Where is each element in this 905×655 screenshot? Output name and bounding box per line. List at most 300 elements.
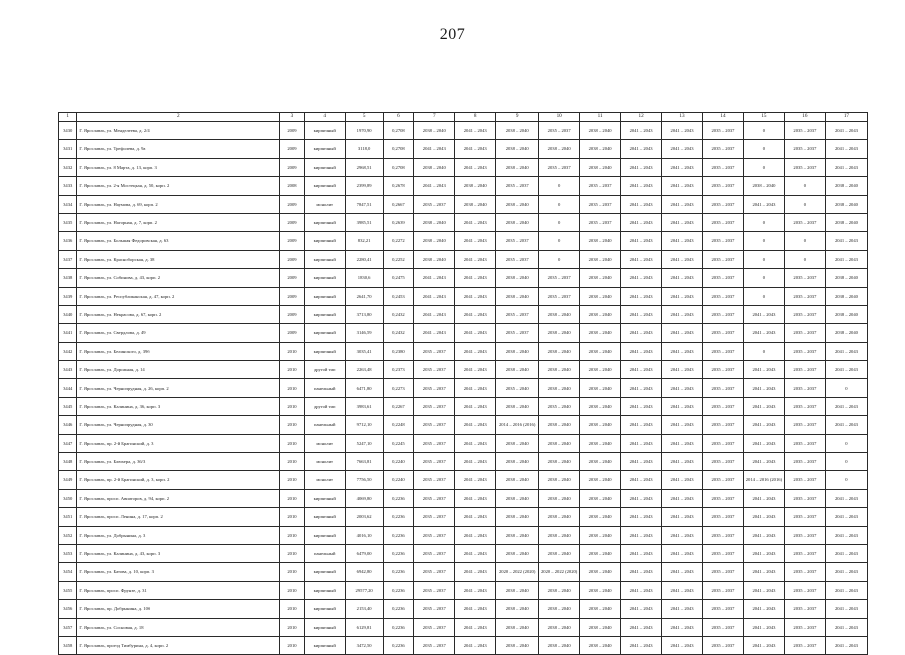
cell-period-col-8: 2041 – 2043 [455, 342, 496, 360]
cell-period-col-9: 2038 – 2040 [496, 434, 539, 452]
cell-period-col-16: 2035 – 2037 [784, 122, 825, 140]
cell-address: Г. Ярославль, ул. Наумова, д. 69, корп. 2 [77, 195, 280, 213]
cell-period-col-14: 2035 – 2037 [703, 213, 744, 231]
column-header-9: 9 [496, 113, 539, 122]
cell-period-col-15: 2041 – 2043 [743, 324, 784, 342]
cell-period-col-8: 2038 – 2040 [455, 177, 496, 195]
cell-year-built: 2009 [280, 213, 305, 231]
column-header-16: 16 [784, 113, 825, 122]
column-header-5: 5 [345, 113, 383, 122]
cell-period-col-16: 2035 – 2037 [784, 287, 825, 305]
cell-period-col-13: 2041 – 2043 [662, 379, 703, 397]
cell-period-col-9: 2038 – 2040 [496, 397, 539, 415]
cell-address: Г. Ярославль, ул. Сосновая, д. 18 [77, 618, 280, 636]
cell-period-col-12: 2041 – 2043 [621, 195, 662, 213]
cell-period-col-10: 2038 – 2040 [539, 581, 580, 599]
cell-period-col-12: 2041 – 2043 [621, 434, 662, 452]
cell-period-col-12: 2041 – 2043 [621, 526, 662, 544]
cell-rate: 0,2667 [383, 195, 414, 213]
cell-period-col-11: 2038 – 2040 [580, 250, 621, 268]
cell-total-area: 3472,50 [345, 636, 383, 654]
cell-rate: 0,2236 [383, 526, 414, 544]
cell-rate: 0,2380 [383, 342, 414, 360]
cell-row-number: 3441 [59, 324, 77, 342]
cell-year-built: 2010 [280, 434, 305, 452]
cell-period-col-10: 2038 – 2040 [539, 636, 580, 654]
cell-address: Г. Ярославль, ул. Батова, д. 10, корп. 3 [77, 563, 280, 581]
cell-period-col-15: 2041 – 2043 [743, 563, 784, 581]
cell-wall-material: кирпичный [304, 324, 345, 342]
cell-row-number: 3452 [59, 526, 77, 544]
cell-period-col-17: 0 [825, 471, 867, 489]
cell-period-col-16: 2035 – 2037 [784, 581, 825, 599]
cell-period-col-14: 2035 – 2037 [703, 489, 744, 507]
cell-year-built: 2010 [280, 618, 305, 636]
cell-period-col-16: 2035 – 2037 [784, 416, 825, 434]
cell-total-area: 2280,41 [345, 250, 383, 268]
cell-period-col-9: 2038 – 2040 [496, 140, 539, 158]
cell-wall-material: другой тип [304, 361, 345, 379]
cell-wall-material: кирпичный [304, 213, 345, 231]
cell-period-col-15: 2041 – 2043 [743, 453, 784, 471]
cell-period-col-7: 2035 – 2037 [414, 618, 455, 636]
cell-year-built: 2010 [280, 342, 305, 360]
table-row [59, 508, 868, 526]
cell-period-col-15: 2041 – 2043 [743, 434, 784, 452]
cell-period-col-16: 2035 – 2037 [784, 526, 825, 544]
cell-period-col-8: 2041 – 2043 [455, 140, 496, 158]
cell-period-col-13: 2041 – 2043 [662, 471, 703, 489]
cell-period-col-7: 2038 – 2040 [414, 158, 455, 176]
cell-period-col-12: 2041 – 2043 [621, 361, 662, 379]
cell-period-col-8: 2041 – 2043 [455, 618, 496, 636]
cell-total-area: 3118,0 [345, 140, 383, 158]
cell-period-col-17: 2041 – 2043 [825, 140, 867, 158]
cell-period-col-7: 2038 – 2040 [414, 122, 455, 140]
cell-period-col-8: 2041 – 2043 [455, 122, 496, 140]
cell-period-col-9: 2038 – 2040 [496, 508, 539, 526]
cell-total-area: 6471,80 [345, 379, 383, 397]
cell-period-col-14: 2035 – 2037 [703, 379, 744, 397]
cell-period-col-10: 0 [539, 177, 580, 195]
cell-row-number: 3449 [59, 471, 77, 489]
cell-period-col-17: 2041 – 2043 [825, 544, 867, 562]
cell-rate: 0,2236 [383, 618, 414, 636]
cell-period-col-15: 2041 – 2043 [743, 305, 784, 323]
cell-period-col-9: 2038 – 2040 [496, 581, 539, 599]
cell-wall-material: кирпичный [304, 342, 345, 360]
cell-period-col-11: 2038 – 2040 [580, 232, 621, 250]
cell-period-col-15: 0 [743, 213, 784, 231]
cell-period-col-8: 2041 – 2043 [455, 324, 496, 342]
cell-year-built: 2009 [280, 140, 305, 158]
cell-wall-material: кирпичный [304, 250, 345, 268]
cell-year-built: 2010 [280, 526, 305, 544]
cell-period-col-11: 2038 – 2040 [580, 453, 621, 471]
cell-period-col-9: 2038 – 2040 [496, 636, 539, 654]
table-row [59, 471, 868, 489]
cell-period-col-10: 2035 – 2040 [539, 397, 580, 415]
cell-address: Г. Ярославль, ул. Нагорная, д. 7, корп. 2 [77, 213, 280, 231]
cell-year-built: 2009 [280, 287, 305, 305]
cell-address: Г. Ярославль, ул. Чернопрудная, д. 30 [77, 416, 280, 434]
cell-total-area: 2153,40 [345, 600, 383, 618]
cell-period-col-12: 2041 – 2043 [621, 269, 662, 287]
cell-period-col-13: 2041 – 2043 [662, 324, 703, 342]
cell-period-col-13: 2041 – 2043 [662, 232, 703, 250]
cell-row-number: 3453 [59, 544, 77, 562]
cell-total-area: 2263,48 [345, 361, 383, 379]
cell-period-col-9: 2038 – 2040 [496, 544, 539, 562]
cell-period-col-14: 2035 – 2037 [703, 471, 744, 489]
cell-rate: 0,2236 [383, 600, 414, 618]
cell-period-col-12: 2041 – 2043 [621, 324, 662, 342]
cell-total-area: 4069,80 [345, 489, 383, 507]
column-header-3: 3 [280, 113, 305, 122]
cell-period-col-17: 2038 – 2040 [825, 269, 867, 287]
cell-period-col-13: 2041 – 2043 [662, 361, 703, 379]
cell-period-col-13: 2041 – 2043 [662, 213, 703, 231]
cell-address: Г. Ярославль, ул. Калинина, д. 43, корп. 3 [77, 544, 280, 562]
cell-period-col-10: 2020 – 2022 (2020) [539, 563, 580, 581]
cell-period-col-12: 2041 – 2043 [621, 453, 662, 471]
cell-period-col-16: 2035 – 2037 [784, 471, 825, 489]
cell-period-col-7: 2041 – 2043 [414, 269, 455, 287]
cell-period-col-11: 2035 – 2037 [580, 195, 621, 213]
cell-period-col-9: 2035 – 2037 [496, 324, 539, 342]
cell-year-built: 2010 [280, 453, 305, 471]
cell-period-col-11: 2038 – 2040 [580, 158, 621, 176]
cell-year-built: 2010 [280, 600, 305, 618]
cell-rate: 0,2432 [383, 305, 414, 323]
table-header-row [59, 113, 868, 122]
cell-total-area: 4016,10 [345, 526, 383, 544]
cell-rate: 0,2272 [383, 232, 414, 250]
cell-period-col-17: 2041 – 2043 [825, 250, 867, 268]
cell-total-area: 2003,62 [345, 508, 383, 526]
cell-total-area: 1970,90 [345, 122, 383, 140]
cell-period-col-16: 2035 – 2037 [784, 158, 825, 176]
column-header-14: 14 [703, 113, 744, 122]
cell-period-col-15: 0 [743, 287, 784, 305]
cell-period-col-11: 2035 – 2037 [580, 177, 621, 195]
cell-period-col-13: 2041 – 2043 [662, 526, 703, 544]
cell-period-col-13: 2041 – 2043 [662, 636, 703, 654]
cell-period-col-12: 2041 – 2043 [621, 305, 662, 323]
cell-wall-material: монолит [304, 471, 345, 489]
cell-year-built: 2010 [280, 581, 305, 599]
cell-row-number: 3431 [59, 140, 77, 158]
cell-row-number: 3435 [59, 213, 77, 231]
cell-period-col-7: 2041 – 2043 [414, 324, 455, 342]
cell-total-area: 29577,20 [345, 581, 383, 599]
cell-period-col-9: 2035 – 2040 [496, 379, 539, 397]
cell-period-col-10: 2038 – 2040 [539, 526, 580, 544]
cell-period-col-16: 2035 – 2037 [784, 508, 825, 526]
cell-period-col-17: 2038 – 2040 [825, 305, 867, 323]
cell-row-number: 3442 [59, 342, 77, 360]
column-header-4: 4 [304, 113, 345, 122]
cell-period-col-16: 2035 – 2037 [784, 361, 825, 379]
cell-period-col-14: 2035 – 2037 [703, 453, 744, 471]
cell-period-col-17: 2038 – 2040 [825, 177, 867, 195]
cell-period-col-12: 2041 – 2043 [621, 416, 662, 434]
cell-period-col-15: 2041 – 2043 [743, 581, 784, 599]
cell-wall-material: кирпичный [304, 177, 345, 195]
cell-total-area: 7756,50 [345, 471, 383, 489]
cell-period-col-13: 2041 – 2043 [662, 563, 703, 581]
cell-wall-material: монолит [304, 453, 345, 471]
cell-row-number: 3456 [59, 600, 77, 618]
cell-year-built: 2009 [280, 324, 305, 342]
cell-period-col-14: 2035 – 2037 [703, 122, 744, 140]
cell-period-col-12: 2041 – 2043 [621, 508, 662, 526]
cell-row-number: 3443 [59, 361, 77, 379]
cell-period-col-11: 2038 – 2040 [580, 636, 621, 654]
table-row [59, 544, 868, 562]
table-row [59, 324, 868, 342]
cell-address: Г. Ярославль, проезд Тимбурина, д. 4, корп. 2 [77, 636, 280, 654]
cell-period-col-12: 2041 – 2043 [621, 250, 662, 268]
cell-period-col-17: 2041 – 2043 [825, 158, 867, 176]
cell-period-col-12: 2041 – 2043 [621, 379, 662, 397]
cell-period-col-11: 2038 – 2040 [580, 122, 621, 140]
cell-wall-material: кирпичный [304, 489, 345, 507]
cell-period-col-13: 2041 – 2043 [662, 581, 703, 599]
cell-total-area: 6129,81 [345, 618, 383, 636]
table-row [59, 195, 868, 213]
cell-period-col-17: 0 [825, 453, 867, 471]
cell-wall-material: кирпичный [304, 581, 345, 599]
cell-period-col-11: 2038 – 2040 [580, 324, 621, 342]
cell-address: Г. Ярославль, пр. 2-й Брагинский, д. 3 [77, 434, 280, 452]
cell-row-number: 3430 [59, 122, 77, 140]
column-header-12: 12 [621, 113, 662, 122]
cell-period-col-8: 2041 – 2043 [455, 416, 496, 434]
cell-year-built: 2010 [280, 508, 305, 526]
cell-period-col-7: 2041 – 2043 [414, 140, 455, 158]
cell-period-col-16: 2035 – 2037 [784, 544, 825, 562]
cell-period-col-9: 2038 – 2040 [496, 287, 539, 305]
cell-wall-material: другой тип [304, 397, 345, 415]
cell-period-col-9: 2038 – 2040 [496, 122, 539, 140]
cell-period-col-16: 2035 – 2037 [784, 453, 825, 471]
cell-period-col-14: 2035 – 2037 [703, 600, 744, 618]
table-row [59, 213, 868, 231]
cell-row-number: 3454 [59, 563, 77, 581]
cell-period-col-11: 2038 – 2040 [580, 526, 621, 544]
cell-period-col-12: 2041 – 2043 [621, 342, 662, 360]
cell-period-col-7: 2041 – 2043 [414, 305, 455, 323]
cell-rate: 0,2678 [383, 177, 414, 195]
cell-wall-material: кирпичный [304, 269, 345, 287]
cell-period-col-15: 0 [743, 140, 784, 158]
cell-wall-material: кирпичный [304, 526, 345, 544]
table-row [59, 158, 868, 176]
cell-period-col-8: 2041 – 2043 [455, 453, 496, 471]
cell-period-col-17: 2041 – 2043 [825, 489, 867, 507]
cell-rate: 0,2240 [383, 453, 414, 471]
cell-period-col-17: 2041 – 2043 [825, 342, 867, 360]
cell-wall-material: монолит [304, 434, 345, 452]
cell-period-col-17: 2041 – 2043 [825, 397, 867, 415]
cell-period-col-17: 2041 – 2043 [825, 361, 867, 379]
cell-period-col-10: 2038 – 2040 [539, 508, 580, 526]
cell-wall-material: панельный [304, 544, 345, 562]
table-row [59, 489, 868, 507]
cell-period-col-13: 2041 – 2043 [662, 600, 703, 618]
cell-period-col-9: 2038 – 2040 [496, 618, 539, 636]
cell-period-col-12: 2041 – 2043 [621, 600, 662, 618]
cell-period-col-10: 2035 – 2037 [539, 287, 580, 305]
cell-year-built: 2010 [280, 397, 305, 415]
table-row [59, 122, 868, 140]
cell-period-col-11: 2038 – 2040 [580, 471, 621, 489]
cell-period-col-7: 2035 – 2037 [414, 489, 455, 507]
table-row [59, 287, 868, 305]
cell-period-col-12: 2041 – 2043 [621, 563, 662, 581]
cell-period-col-7: 2035 – 2037 [414, 342, 455, 360]
cell-row-number: 3447 [59, 434, 77, 452]
cell-period-col-7: 2035 – 2037 [414, 397, 455, 415]
column-header-15: 15 [743, 113, 784, 122]
cell-period-col-9: 2038 – 2040 [496, 195, 539, 213]
cell-period-col-11: 2038 – 2040 [580, 581, 621, 599]
cell-wall-material: монолит [304, 195, 345, 213]
cell-period-col-14: 2035 – 2037 [703, 434, 744, 452]
cell-rate: 0,2453 [383, 287, 414, 305]
cell-period-col-10: 2038 – 2040 [539, 361, 580, 379]
cell-period-col-14: 2035 – 2037 [703, 508, 744, 526]
cell-address: Г. Ярославль, ул. Добрынина, д. 3 [77, 526, 280, 544]
cell-period-col-17: 2041 – 2043 [825, 526, 867, 544]
cell-period-col-8: 2041 – 2043 [455, 397, 496, 415]
cell-total-area: 2968,51 [345, 158, 383, 176]
table-row [59, 397, 868, 415]
cell-period-col-11: 2038 – 2040 [580, 489, 621, 507]
cell-period-col-13: 2041 – 2043 [662, 287, 703, 305]
cell-rate: 0,2267 [383, 397, 414, 415]
cell-row-number: 3440 [59, 305, 77, 323]
cell-rate: 0,2240 [383, 471, 414, 489]
cell-period-col-14: 2035 – 2037 [703, 563, 744, 581]
cell-period-col-15: 2041 – 2043 [743, 195, 784, 213]
cell-period-col-7: 2041 – 2043 [414, 287, 455, 305]
cell-period-col-13: 2041 – 2043 [662, 416, 703, 434]
cell-address: Г. Ярославль, ул. Дорожная, д. 14 [77, 361, 280, 379]
cell-period-col-7: 2038 – 2040 [414, 232, 455, 250]
cell-period-col-12: 2041 – 2043 [621, 232, 662, 250]
column-header-6: 6 [383, 113, 414, 122]
cell-wall-material: кирпичный [304, 122, 345, 140]
cell-period-col-9: 2020 – 2022 (2020) [496, 563, 539, 581]
cell-address: Г. Ярославль, просп. Фрунзе, д. 31 [77, 581, 280, 599]
cell-total-area: 2641,70 [345, 287, 383, 305]
cell-period-col-11: 2038 – 2040 [580, 361, 621, 379]
cell-period-col-17: 2038 – 2040 [825, 324, 867, 342]
cell-total-area: 5247,10 [345, 434, 383, 452]
cell-period-col-15: 0 [743, 232, 784, 250]
cell-row-number: 3438 [59, 269, 77, 287]
cell-year-built: 2010 [280, 544, 305, 562]
cell-period-col-7: 2038 – 2040 [414, 213, 455, 231]
cell-period-col-16: 2035 – 2037 [784, 342, 825, 360]
cell-period-col-9: 2038 – 2040 [496, 213, 539, 231]
cell-rate: 0,2236 [383, 489, 414, 507]
cell-address: Г. Ярославль, просп. Авиаторов, д. 94, корп. 2 [77, 489, 280, 507]
column-header-11: 11 [580, 113, 621, 122]
cell-period-col-8: 2041 – 2043 [455, 232, 496, 250]
cell-period-col-13: 2041 – 2043 [662, 177, 703, 195]
cell-address: Г. Ярославль, ул. Чернопрудная, д. 26, корп. 2 [77, 379, 280, 397]
cell-rate: 0,2245 [383, 434, 414, 452]
cell-total-area: 1830,6 [345, 269, 383, 287]
cell-period-col-14: 2035 – 2037 [703, 618, 744, 636]
cell-period-col-10: 2038 – 2040 [539, 618, 580, 636]
column-header-2: 2 [77, 113, 280, 122]
cell-rate: 0,2252 [383, 250, 414, 268]
cell-row-number: 3432 [59, 158, 77, 176]
cell-total-area: 6479,00 [345, 544, 383, 562]
cell-total-area: 6942,80 [345, 563, 383, 581]
cell-period-col-15: 0 [743, 158, 784, 176]
cell-period-col-14: 2035 – 2037 [703, 342, 744, 360]
cell-period-col-17: 2041 – 2043 [825, 636, 867, 654]
cell-wall-material: кирпичный [304, 600, 345, 618]
cell-total-area: 832,21 [345, 232, 383, 250]
cell-period-col-11: 2038 – 2040 [580, 508, 621, 526]
cell-period-col-13: 2041 – 2043 [662, 122, 703, 140]
cell-period-col-10: 2035 – 2037 [539, 269, 580, 287]
cell-period-col-10: 0 [539, 232, 580, 250]
cell-period-col-11: 2038 – 2040 [580, 563, 621, 581]
cell-total-area: 7663,81 [345, 453, 383, 471]
cell-rate: 0,2708 [383, 158, 414, 176]
cell-period-col-8: 2041 – 2043 [455, 379, 496, 397]
cell-period-col-8: 2041 – 2043 [455, 489, 496, 507]
cell-period-col-7: 2035 – 2037 [414, 563, 455, 581]
cell-period-col-11: 2038 – 2040 [580, 342, 621, 360]
cell-period-col-15: 2041 – 2043 [743, 600, 784, 618]
cell-period-col-12: 2041 – 2043 [621, 636, 662, 654]
cell-period-col-7: 2035 – 2037 [414, 471, 455, 489]
cell-period-col-9: 2035 – 2037 [496, 250, 539, 268]
cell-period-col-12: 2041 – 2043 [621, 158, 662, 176]
cell-wall-material: панельный [304, 379, 345, 397]
cell-address: Г. Ярославль, ул. Красноборская, д. 38 [77, 250, 280, 268]
cell-period-col-15: 2041 – 2043 [743, 544, 784, 562]
cell-period-col-17: 2041 – 2043 [825, 508, 867, 526]
cell-period-col-7: 2035 – 2037 [414, 195, 455, 213]
cell-rate: 0,2236 [383, 563, 414, 581]
cell-year-built: 2009 [280, 122, 305, 140]
cell-total-area: 3035,41 [345, 342, 383, 360]
cell-year-built: 2009 [280, 305, 305, 323]
cell-period-col-13: 2041 – 2043 [662, 489, 703, 507]
cell-period-col-17: 2041 – 2043 [825, 232, 867, 250]
cell-period-col-13: 2041 – 2043 [662, 544, 703, 562]
table-row [59, 140, 868, 158]
cell-period-col-11: 2038 – 2040 [580, 269, 621, 287]
cell-period-col-17: 2038 – 2040 [825, 213, 867, 231]
cell-rate: 0,2248 [383, 416, 414, 434]
cell-period-col-15: 2041 – 2043 [743, 361, 784, 379]
cell-address: Г. Ярославль, ул. 8 Марта, д. 13, корп. 3 [77, 158, 280, 176]
cell-period-col-10: 2038 – 2040 [539, 600, 580, 618]
cell-period-col-13: 2041 – 2043 [662, 434, 703, 452]
cell-total-area: 3713,80 [345, 305, 383, 323]
cell-row-number: 3436 [59, 232, 77, 250]
